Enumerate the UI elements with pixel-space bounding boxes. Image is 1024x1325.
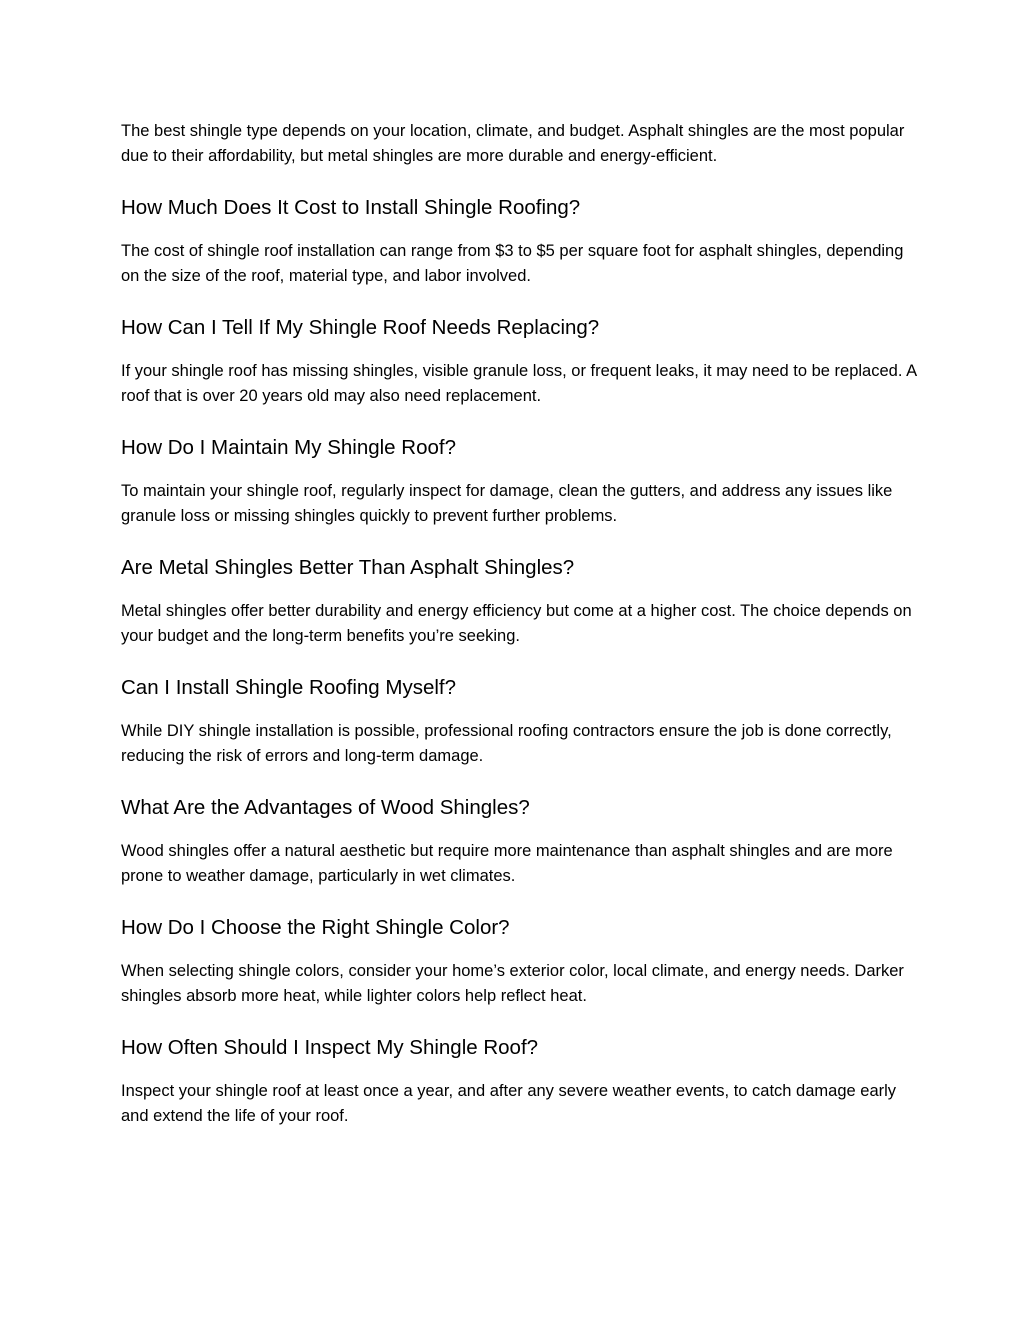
faq-item [121, 528, 921, 648]
intro-paragraph: The best shingle type depends on your location, climate, and budget. Asphalt shingles are the most popular due to their affordability, but metal shingles are more durable and energy-efficient. [121, 122, 905, 165]
faq-item [121, 288, 921, 408]
faq-answer: While DIY shingle installation is possible, professional roofing contractors ensure the job is done correctly, reducing the risk of errors and long-term damage. [121, 722, 892, 765]
faq-item [121, 648, 921, 768]
faq-question: How Do I Maintain My Shingle Roof? [121, 436, 456, 459]
faq-item [121, 168, 921, 288]
faq-question: How Do I Choose the Right Shingle Color? [121, 916, 510, 939]
faq-question: How Can I Tell If My Shingle Roof Needs Replacing? [121, 316, 600, 339]
faq-question: How Much Does It Cost to Install Shingle Roofing? [121, 196, 581, 219]
faq-answer: When selecting shingle colors, consider your home’s exterior color, local climate, and energy needs. Darker shingles absorb more heat, while lighter colors help reflect heat. [121, 962, 904, 1005]
faq-answer: To maintain your shingle roof, regularly inspect for damage, clean the gutters, and address any issues like granule loss or missing shingles quickly to prevent further problems. [121, 482, 893, 525]
faq-question: Can I Install Shingle Roofing Myself? [121, 676, 457, 699]
faq-answer: Inspect your shingle roof at least once a year, and after any severe weather events, to catch damage early and extend the life of your roof. [121, 1082, 897, 1125]
faq-answer: Metal shingles offer better durability and energy efficiency but come at a higher cost. The choice depends on your budget and the long-term benefits you’re seeking. [121, 602, 912, 645]
faq-answer: Wood shingles offer a natural aesthetic but require more maintenance than asphalt shingles and are more prone to weather damage, particularly in wet climates. [121, 842, 893, 885]
faq-item [121, 408, 921, 528]
faq-answer: The cost of shingle roof installation can range from $3 to $5 per square foot for asphalt shingles, depending on the size of the roof, material type, and labor involved. [121, 242, 904, 285]
faq-item [121, 768, 921, 888]
document-body [121, 119, 921, 1128]
faq-item [121, 888, 921, 1008]
faq-answer: If your shingle roof has missing shingles, visible granule loss, or frequent leaks, it may need to be replaced. A roof that is over 20 years old may also need replacement. [121, 362, 917, 405]
faq-item [121, 1008, 921, 1128]
faq-question: What Are the Advantages of Wood Shingles? [121, 796, 530, 819]
faq-question: Are Metal Shingles Better Than Asphalt Shingles? [121, 556, 575, 579]
faq-question: How Often Should I Inspect My Shingle Roof? [121, 1036, 539, 1059]
